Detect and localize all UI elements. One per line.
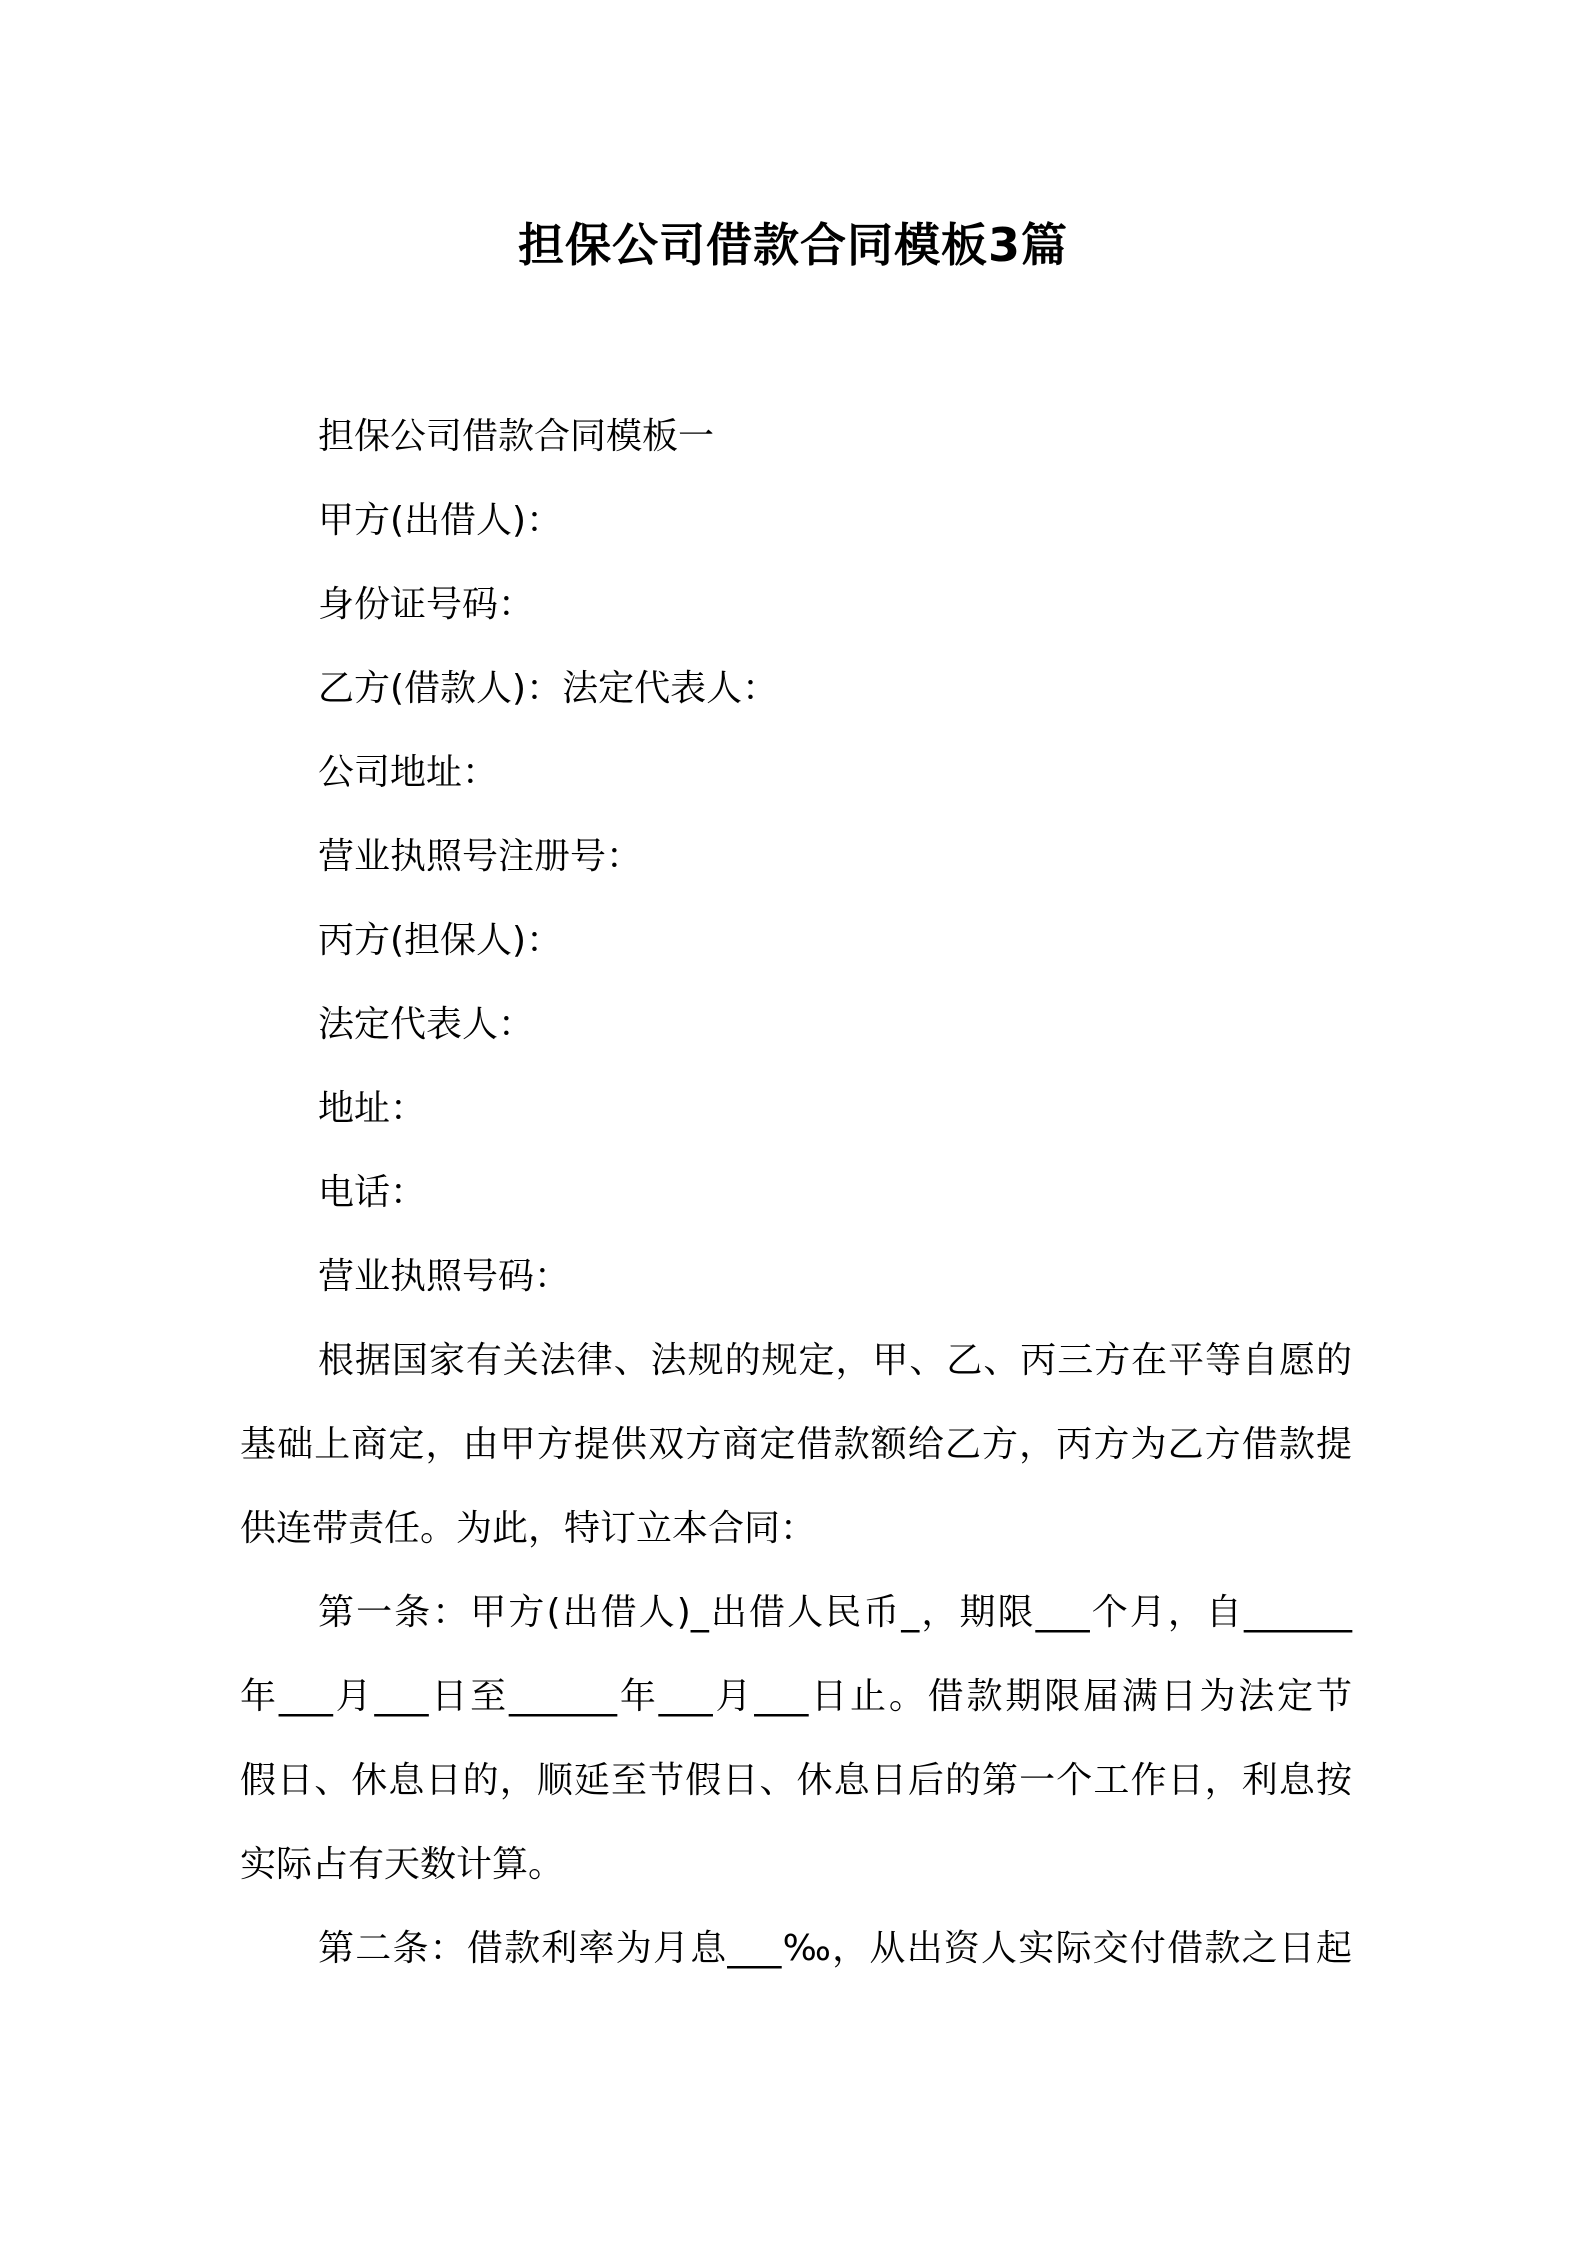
article1-line: 第一条：甲方(出借人)_出借人民币_，期限___个月，自______ — [318, 1592, 1352, 1633]
field-business-license-no: 营业执照号码： — [318, 1256, 571, 1297]
field-address: 地址： — [318, 1088, 427, 1129]
field-id-number: 身份证号码： — [318, 584, 535, 625]
section-heading: 担保公司借款合同模板一 — [318, 416, 715, 457]
article1-line: 假日、休息日的，顺延至节假日、休息日后的第一个工作日，利息按 — [240, 1760, 1352, 1801]
field-legal-rep: 法定代表人： — [318, 1004, 535, 1045]
field-borrower: 乙方(借款人)：法定代表人： — [318, 668, 779, 709]
preamble-line: 供连带责任。为此，特订立本合同： — [240, 1508, 817, 1549]
field-business-license-reg: 营业执照号注册号： — [318, 836, 643, 877]
field-company-address: 公司地址： — [318, 752, 499, 793]
article2-line: 第二条：借款利率为月息___‰，从出资人实际交付借款之日起 — [318, 1928, 1352, 1969]
preamble-line: 根据国家有关法律、法规的规定，甲、乙、丙三方在平等自愿的 — [318, 1340, 1352, 1381]
article1-line: 实际占有天数计算。 — [240, 1844, 565, 1885]
article1-line: 年___月___日至______年___月___日止。借款期限届满日为法定节 — [240, 1676, 1352, 1717]
preamble-line: 基础上商定，由甲方提供双方商定借款额给乙方，丙方为乙方借款提 — [240, 1424, 1352, 1465]
field-guarantor: 丙方(担保人)： — [318, 920, 563, 961]
field-phone: 电话： — [318, 1172, 427, 1213]
field-lender: 甲方(出借人)： — [318, 500, 563, 541]
document-title: 担保公司借款合同模板3篇 — [517, 218, 1068, 272]
